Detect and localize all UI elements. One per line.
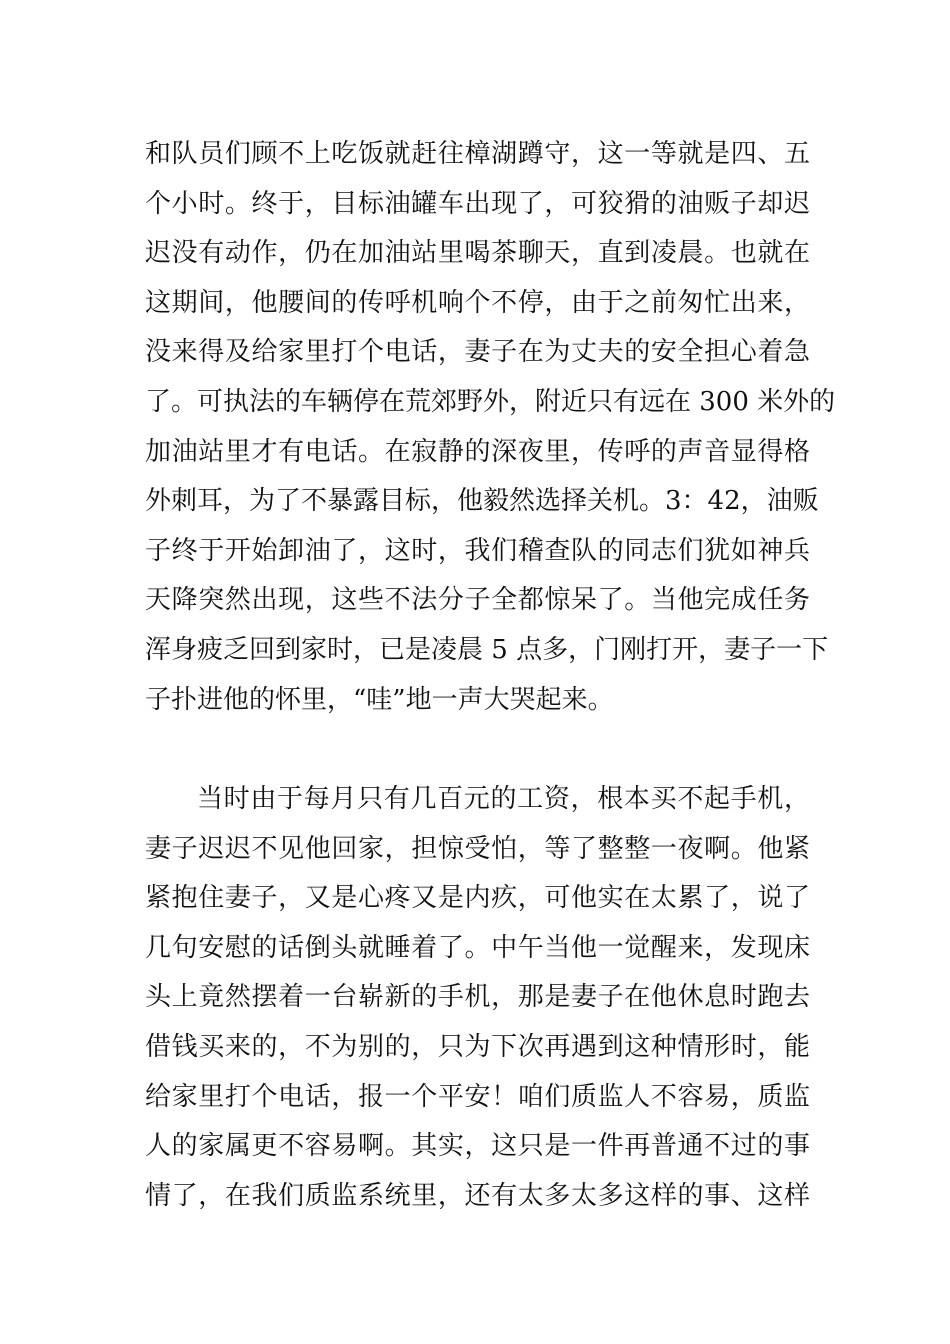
- paragraph-1: [145, 130, 836, 725]
- text-line: 加油站里才有电话。在寂静的深夜里，传呼的声音显得格: [145, 436, 810, 467]
- text-line: 当时由于每月只有几百元的工资，根本买不起手机，: [197, 784, 810, 814]
- text-line: 个小时。终于，目标油罐车出现了，可狡猾的油贩子却迟: [145, 188, 810, 219]
- text-line: 浑身疲乏回到家时，已是凌晨 5 点多，门刚打开，妻子一下: [145, 634, 829, 665]
- text-line: 妻子迟迟不见他回家，担惊受怕，等了整整一夜啊。他紧: [145, 833, 810, 864]
- text-line: 这期间，他腰间的传呼机响个不停，由于之前匆忙出来，: [145, 287, 810, 318]
- text-line: 几句安慰的话倒头就睡着了。中午当他一觉醒来，发现床: [145, 932, 810, 963]
- paragraph-2: [145, 775, 810, 1221]
- text-line: 没来得及给家里打个电话，妻子在为丈夫的安全担心着急: [145, 337, 810, 368]
- text-line: 头上竟然摆着一台崭新的手机，那是妻子在他休息时跑去: [145, 982, 810, 1013]
- text-line: 人的家属更不容易啊。其实，这只是一件再普通不过的事: [145, 1131, 810, 1162]
- text-line: 和队员们顾不上吃饭就赶往樟湖蹲守，这一等就是四、五: [145, 139, 810, 169]
- text-line: 借钱买来的，不为别的，只为下次再遇到这种情形时，能: [145, 1031, 810, 1062]
- text-line: 给家里打个电话，报一个平安！咱们质监人不容易，质监: [145, 1081, 810, 1112]
- text-line: 紧抱住妻子，又是心疼又是内疚，可他实在太累了，说了: [145, 883, 810, 914]
- text-line: 子扑进他的怀里，“哇”地一声大哭起来。: [145, 684, 614, 715]
- text-line: 情了，在我们质监系统里，还有太多太多这样的事、这样: [145, 1180, 810, 1211]
- text-line: 子终于开始卸油了，这时，我们稽查队的同志们犹如神兵: [145, 535, 810, 566]
- text-line: 外刺耳，为了不暴露目标，他毅然选择关机。3：42，油贩: [145, 486, 819, 517]
- text-line: 了。可执法的车辆停在荒郊野外，附近只有远在 300 米外的: [145, 386, 836, 417]
- text-line: 迟没有动作，仍在加油站里喝茶聊天，直到凌晨。也就在: [145, 238, 810, 269]
- text-line: 天降突然出现，这些不法分子全都惊呆了。当他完成任务: [145, 585, 810, 616]
